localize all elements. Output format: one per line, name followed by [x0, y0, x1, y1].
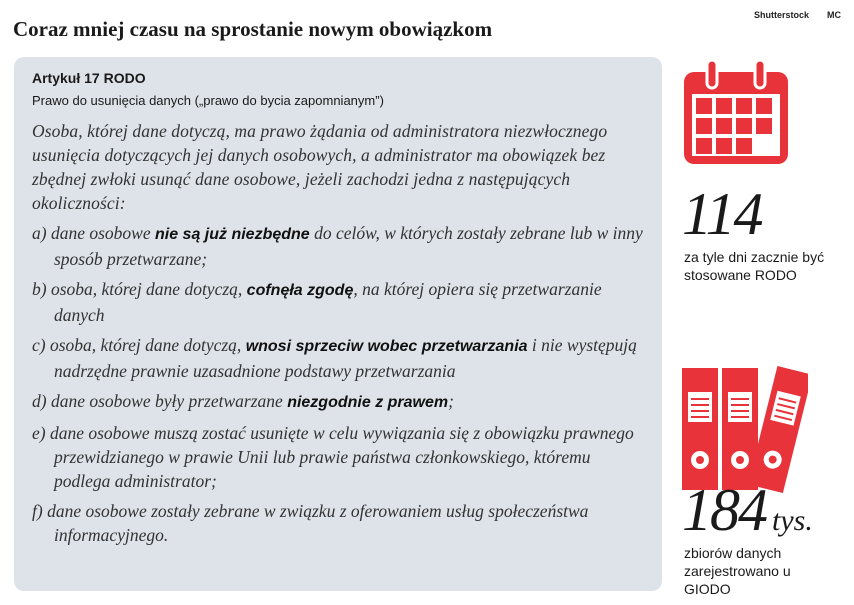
- list-item: e) dane osobowe muszą zostać usunięte w celu wywiązania się z obowiązku prawnego przewidzianego w prawie Unii lub prawie państwa członkowskiego, któremu podlega administrator;: [32, 423, 634, 491]
- author-credit: MC: [827, 10, 841, 20]
- list-item: c) osoba, której dane dotyczą, wnosi sprzeciw wobec przetwarzania i nie występują nadrzędne prawnie uzasadnione podstawy przetwarzania: [32, 335, 637, 381]
- list-item: f) dane osobowe zostały zebrane w związku z oferowaniem usług społeczeństwa informacyjnego.: [32, 501, 589, 545]
- list-item: b) osoba, której dane dotyczą, cofnęła zgodę, na której opiera się przetwarzanie danych: [32, 279, 602, 325]
- days-caption: za tyle dni zacznie być stosowane RODO: [684, 249, 825, 283]
- list-item: d) dane osobowe były przetwarzane niezgodnie z prawem;: [32, 391, 454, 411]
- article-panel: [14, 57, 662, 591]
- files-value: 184 tys.: [682, 477, 813, 543]
- article-subtitle: Prawo do usunięcia danych („prawo do bycia zapomnianym”): [32, 93, 384, 108]
- binders-icon: [678, 360, 808, 494]
- files-caption: zbiorów danych zarejestrowano u GIODO: [684, 545, 791, 597]
- page-title: Coraz mniej czasu na sprostanie nowym obowiązkom: [13, 17, 493, 41]
- days-value: 114: [682, 181, 762, 247]
- article-intro: Osoba, której dane dotyczą, ma prawo żądania od administratora niezwłocznego usunięcia dotyczących jej danych osobowych, a administrator ma obowiązek bez zbędnej zwłoki usunąć dane osobowe, jeżeli zachodzi jedna z następujących okoliczności:: [32, 121, 608, 213]
- stats-sidebar: [672, 50, 852, 605]
- header: [13, 0, 841, 46]
- credits: [736, 10, 841, 20]
- files-unit: tys.: [772, 504, 813, 537]
- list-item: a) dane osobowe nie są już niezbędne do celów, w których zostały zebrane lub w inny sposób przetwarzane;: [32, 223, 643, 269]
- photo-credit: Shutterstock: [753, 10, 809, 20]
- article-title: Artykuł 17 RODO: [32, 70, 146, 86]
- calendar-icon: [682, 60, 790, 166]
